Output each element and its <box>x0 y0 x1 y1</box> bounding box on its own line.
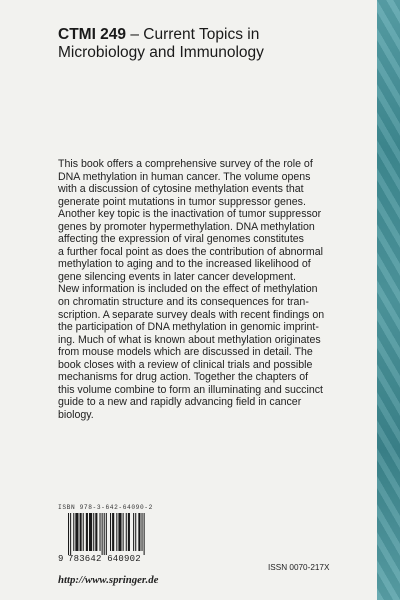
barcode-bar <box>75 513 78 551</box>
description-text <box>58 158 358 421</box>
barcode-bar <box>118 513 121 551</box>
barcode-bar <box>104 513 105 555</box>
body-line: affecting the expression of viral genomes constitutes <box>58 233 304 246</box>
barcode-bar <box>83 513 84 551</box>
series-title-rest: – Current Topics in <box>126 26 260 43</box>
barcode-bar <box>138 513 140 551</box>
body-line: from mouse models which are discussed in detail. The <box>58 346 313 359</box>
barcode-bar <box>80 513 82 551</box>
barcode-bar <box>89 513 92 551</box>
body-line: on chromatin structure and its consequences for tran- <box>58 296 309 309</box>
body-line: genes by promoter hypermethylation. DNA methylation <box>58 220 315 233</box>
body-line: gene silencing events in later cancer development. <box>58 270 296 283</box>
barcode-bar <box>110 513 111 551</box>
barcode-bar <box>95 513 97 551</box>
barcode-bar <box>93 513 94 551</box>
barcode-bar <box>142 513 143 551</box>
barcode-bar <box>86 513 88 551</box>
barcode-bar <box>106 513 107 555</box>
body-line: scription. A separate survey deals with recent findings on <box>58 308 325 321</box>
barcode-bars <box>58 513 158 555</box>
barcode-bar <box>123 513 124 551</box>
isbn-barcode <box>58 504 168 564</box>
barcode-bar <box>135 513 136 551</box>
body-line: generate point mutations in tumor suppressor genes. <box>58 195 306 208</box>
body-line: New information is included on the effect of methylation <box>58 283 318 296</box>
barcode-bar <box>68 513 69 555</box>
series-title-line-1 <box>58 26 358 44</box>
barcode-bar <box>116 513 117 551</box>
barcode-bar <box>128 513 130 551</box>
body-line: guide to a new and rapidly advancing field in cancer <box>58 396 302 409</box>
series-title-line-2: Microbiology and Immunology <box>58 44 264 61</box>
barcode-first-digit: 9 <box>58 554 64 564</box>
isbn13-label: ISBN 978-3-642-64090-2 <box>58 504 153 511</box>
barcode-digits <box>58 554 168 564</box>
body-line: this volume combine to form an illuminating and succinct <box>58 383 323 396</box>
barcode-bar <box>126 513 127 551</box>
series-title <box>58 26 358 62</box>
body-line: book closes with a review of clinical trials and possible <box>58 358 313 371</box>
body-line: mechanisms for drug action. Together the chapters of <box>58 371 309 384</box>
barcode-digit-groups: 783642 640902 <box>68 554 141 564</box>
body-line: the participation of DNA methylation in genomic imprint- <box>58 321 319 334</box>
body-line: methylation to aging and to the increased likelihood of <box>58 258 311 271</box>
body-line: with a discussion of cytosine methylation events that <box>58 183 304 196</box>
barcode-bar <box>70 513 71 555</box>
body-line: biology. <box>58 408 94 421</box>
series-code: CTMI 249 <box>58 26 127 43</box>
issn-number: ISSN 0070-217X <box>268 563 330 572</box>
body-line: This book offers a comprehensive survey of the role of <box>58 158 313 170</box>
body-line: DNA methylation in human cancer. The volume opens <box>58 170 311 183</box>
barcode-bar <box>102 513 103 555</box>
barcode-bar <box>133 513 134 551</box>
body-line: Another key topic is the inactivation of tumor suppressor <box>58 208 322 221</box>
barcode-bar <box>73 513 74 551</box>
publisher-url[interactable]: http://www.springer.de <box>58 574 159 586</box>
spine-texture <box>377 0 400 600</box>
barcode-bar <box>144 513 145 555</box>
body-line: ing. Much of what is known about methylation originates <box>58 333 321 346</box>
barcode-bar <box>112 513 114 551</box>
body-line: a further focal point as does the contribution of abnormal <box>58 245 324 258</box>
barcode-bar <box>100 513 101 551</box>
